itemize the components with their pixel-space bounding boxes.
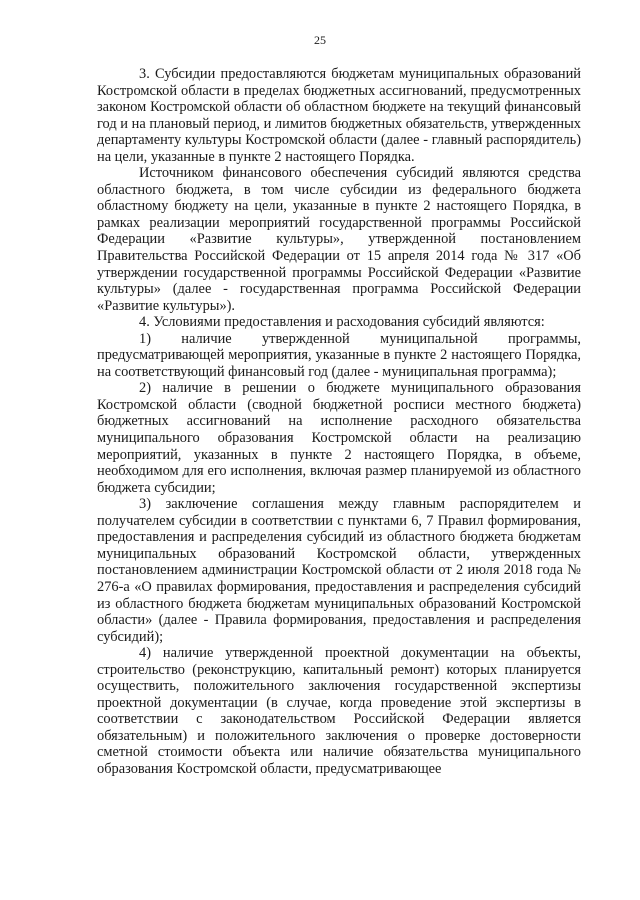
condition-item-2: 2) наличие в решении о бюджете муниципального образования Костромской области (сводной бюджетной росписи местного бюджета) бюджетных ассигнований на исполнение расходного обязательства муниципального образования Костромской области на реализацию мероприятий, указанных в пункте 2 настоящего Порядка, в объеме, необходимом для его исполнения, включая размер планируемой из областного бюджета субсидии; <box>97 380 581 496</box>
condition-item-3: 3) заключение соглашения между главным распорядителем и получателем субсидии в соответствии с пунктами 6, 7 Правил формирования, предоставления и распределения субсидий из областного бюджета бюджетам муниципальных образований Костромской области, утвержденных постановлением администрации Костромской области от 2 июля 2018 года № 276-а «О правилах формирования, предоставления и распределения субсидий из областного бюджета бюджетам муниципальных образований Костромской области» (далее - Правила формирования, предоставления и распределения субсидий); <box>97 496 581 645</box>
document-body <box>97 66 581 778</box>
paragraph-4-conditions: 4. Условиями предоставления и расходования субсидий являются: <box>139 314 545 331</box>
page-number: 25 <box>314 33 326 47</box>
condition-item-4: 4) наличие утвержденной проектной документации на объекты, строительство (реконструкцию, капитальный ремонт) которых планируется осуществить, положительного заключения государственной экспертизы проектной документации (в случае, когда проведение этой экспертизы в соответствии с законодательством Российской Федерации является обязательным) и положительного заключения о проверке достоверности сметной стоимости объекта или наличие обязательства муниципального образования Костромской области, предусматривающее <box>97 645 581 777</box>
paragraph-3-subsidies: 3. Субсидии предоставляются бюджетам муниципальных образований Костромской области в пределах бюджетных ассигнований, предусмотренных законом Костромской области об областном бюджете на текущий финансовый год и на плановый период, и лимитов бюджетных обязательств, утвержденных департаменту культуры Костромской области (далее - главный распорядитель) на цели, указанные в пункте 2 настоящего Порядка. <box>97 66 581 165</box>
condition-item-1: 1) наличие утвержденной муниципальной программы, предусматривающей мероприятия, указанные в пункте 2 настоящего Порядка, на соответствующий финансовый год (далее - муниципальная программа); <box>97 330 581 380</box>
paragraph-funding-source: Источником финансового обеспечения субсидий являются средства областного бюджета, в том числе субсидии из федерального бюджета областному бюджету на цели, указанные в пункте 2 настоящего Порядка, в рамках реализации мероприятий государственной программы Российской Федерации «Развитие культуры», утвержденной постановлением Правительства Российской Федерации от 15 апреля 2014 года № 317 «Об утверждении государственной программы Российской Федерации «Развитие культуры» (далее - государственная программа Российской Федерации «Развитие культуры»). <box>97 165 581 314</box>
